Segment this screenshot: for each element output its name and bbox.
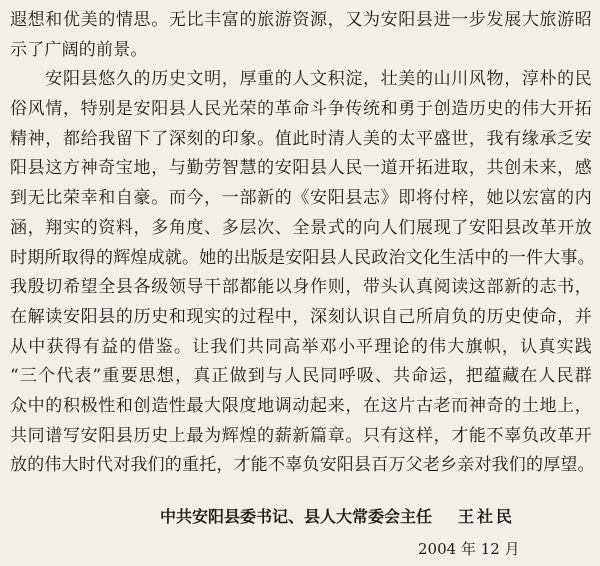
text-line: 到无比荣幸和自豪。而今，一部新的《安阳县志》即将付梓，她以宏富的内 (10, 188, 592, 209)
body-text (10, 6, 595, 481)
text-line: 安阳县悠久的历史文明，厚重的人文积淀，壮美的山川风物，淳朴的民 (10, 69, 592, 90)
text-line: 在解读安阳县的历史和现实的过程中，深刻认识自己所肩负的历史使命，并 (10, 306, 592, 327)
text-line: 俗风情，特别是安阳县人民光荣的革命斗争传统和勇于创造历史的伟大开拓 (10, 99, 592, 120)
text-line: 示了广阔的前景。 (10, 39, 148, 60)
text-line: 从中获得有益的借鉴。让我们共同高举邓小平理论的伟大旗帜，认真实践 (10, 336, 592, 357)
signature-block (160, 503, 600, 531)
text-line: 共同谱写安阳县历史上最为辉煌的薪新篇章。只有这样，才能不辜负改革开 (10, 425, 592, 446)
signature-title: 中共安阳县委书记、县人大常委会主任 (160, 507, 433, 526)
text-line: 阳县这方神奇宝地，与勤劳智慧的安阳县人民一道开拓进取，共创未来，感 (10, 158, 592, 179)
text-line: 涵，翔实的资料，多角度、多层次、全景式的向人们展现了安阳县改革开放 (10, 217, 592, 238)
text-line: 放的伟大时代对我们的重托，才能不辜负安阳县百万父老乡亲对我们的厚望。 (10, 455, 595, 476)
text-line: “三个代表”重要思想，真正做到与人民同呼吸、共命运，把蕴藏在人民群 (10, 366, 592, 387)
text-line: 我殷切希望全县各级领导干部都能以身作则，带头认真阅读这部新的志书， (10, 277, 592, 298)
text-line: 众中的积极性和创造性最大限度地调动起来，在这片古老而神奇的土地上， (10, 395, 592, 416)
signature-name: 王社民 (458, 507, 516, 526)
text-line: 时期所取得的辉煌成就。她的出版是安阳县人民政治文化生活中的一件大事。 (10, 247, 595, 268)
text-line: 遐想和优美的情思。无比丰富的旅游资源，又为安阳县进一步发展大旅游昭 (10, 10, 592, 30)
text-line: 精神，都给我留下了深刻的印象。值此时清人美的太平盛世，我有缘承乏安 (10, 128, 592, 149)
signature-date: 2004 年 12 月 (418, 540, 520, 558)
